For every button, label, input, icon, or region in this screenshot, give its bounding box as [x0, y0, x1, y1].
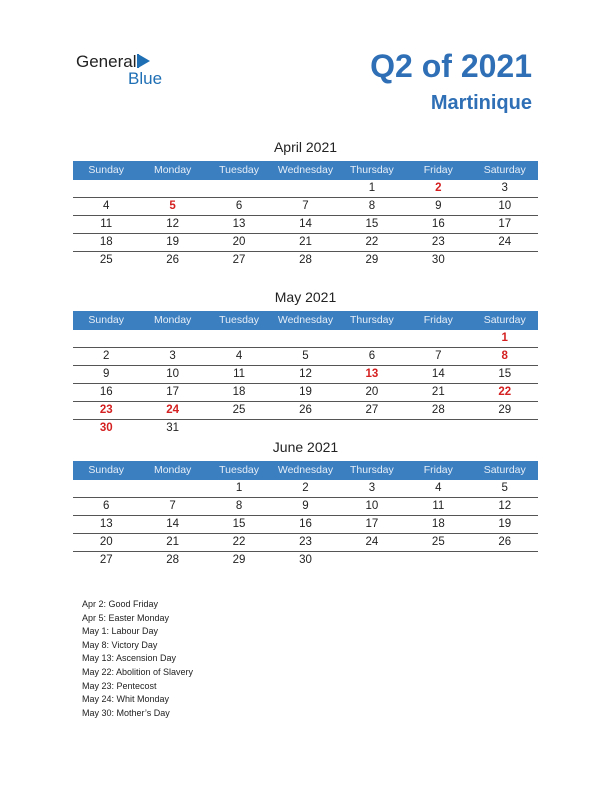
day-cell	[272, 420, 338, 437]
day-cell: 15	[365, 218, 379, 230]
holiday-day-cell: 23	[99, 404, 113, 416]
weekday-label: Tuesday	[219, 464, 259, 476]
holiday-note: May 30: Mother’s Day	[82, 707, 170, 718]
country-subtitle: Martinique	[430, 92, 532, 114]
day-cell: 22	[365, 236, 379, 248]
day-cell: 21	[431, 386, 445, 398]
day-cell: 27	[365, 404, 379, 416]
day-cell: 15	[232, 518, 246, 530]
holiday-note: May 23: Pentecost	[82, 680, 157, 691]
day-cell: 7	[169, 500, 176, 512]
week-row	[73, 330, 538, 348]
day-cell: 16	[299, 518, 312, 530]
day-cell: 8	[368, 200, 376, 212]
day-cell: 18	[431, 518, 445, 530]
holiday-note: May 24: Whit Monday	[82, 694, 170, 705]
month-title: May 2021	[274, 289, 337, 305]
holiday-note: May 13: Ascension Day	[82, 653, 177, 664]
weekday-label: Wednesday	[277, 164, 334, 176]
day-cell: 6	[235, 200, 243, 212]
holiday-note: May 1: Labour Day	[82, 626, 159, 637]
holiday-day-cell: 5	[169, 200, 176, 212]
week-row	[73, 216, 538, 234]
day-cell: 26	[166, 254, 180, 266]
day-cell: 22	[232, 536, 246, 548]
weekday-label: Tuesday	[219, 164, 259, 176]
day-cell	[272, 330, 338, 347]
day-cell: 23	[299, 536, 312, 548]
week-row	[73, 516, 538, 534]
logo-general-text: General	[76, 52, 137, 71]
day-cell: 31	[166, 422, 180, 434]
day-cell: 16	[431, 218, 445, 230]
holiday-note: May 22: Abolition of Slavery	[82, 666, 194, 677]
day-cell: 21	[299, 236, 312, 248]
logo-blue-text: Blue	[128, 69, 163, 88]
weekday-label: Monday	[153, 464, 192, 476]
day-cell	[206, 330, 272, 347]
day-cell: 3	[169, 350, 176, 362]
holiday-day-cell: 8	[501, 350, 508, 362]
day-cell: 19	[498, 518, 512, 530]
day-cell: 17	[166, 386, 180, 398]
day-cell	[472, 420, 538, 437]
holiday-note: May 8: Victory Day	[82, 639, 158, 650]
holiday-note: Apr 2: Good Friday	[82, 599, 159, 609]
day-cell: 12	[166, 218, 180, 230]
day-cell: 5	[501, 482, 508, 494]
day-cell: 5	[302, 350, 309, 362]
weekday-label: Friday	[423, 164, 453, 176]
day-cell: 24	[498, 236, 512, 248]
day-cell: 28	[299, 254, 312, 266]
day-cell: 9	[302, 500, 309, 512]
day-cell: 28	[166, 554, 180, 566]
day-cell	[339, 552, 405, 569]
day-cell: 4	[235, 350, 243, 362]
day-cell: 21	[166, 536, 180, 548]
day-cell: 10	[365, 500, 379, 512]
calendar-month-june	[73, 438, 538, 569]
day-cell: 4	[435, 482, 442, 494]
day-cell: 11	[100, 218, 113, 230]
holiday-list	[82, 598, 193, 720]
day-cell: 29	[498, 404, 512, 416]
day-cell: 29	[232, 554, 246, 566]
weekday-label: Wednesday	[277, 464, 334, 476]
page-title: Q2 of 2021	[370, 48, 532, 84]
weekday-label: Tuesday	[219, 314, 259, 326]
day-cell: 15	[498, 368, 512, 380]
week-row	[73, 498, 538, 516]
weekday-label: Thursday	[350, 314, 394, 326]
weekday-label: Friday	[423, 464, 453, 476]
day-cell	[405, 330, 471, 347]
day-cell: 14	[431, 368, 445, 380]
weekday-label: Friday	[423, 314, 453, 326]
day-cell: 19	[166, 236, 180, 248]
day-cell: 9	[435, 200, 442, 212]
day-cell: 20	[232, 236, 246, 248]
day-cell: 3	[368, 482, 376, 494]
week-row	[73, 366, 538, 384]
weekday-label: Wednesday	[277, 314, 334, 326]
day-cell: 16	[99, 386, 113, 398]
week-row	[73, 420, 538, 437]
day-cell: 14	[299, 218, 312, 230]
day-cell: 11	[432, 500, 445, 512]
day-cell: 23	[431, 236, 445, 248]
day-cell: 6	[103, 500, 110, 512]
day-cell	[472, 252, 538, 269]
day-cell	[206, 180, 272, 197]
day-cell: 8	[235, 500, 243, 512]
day-cell: 25	[99, 254, 113, 266]
flag-icon	[138, 54, 150, 68]
day-cell	[139, 330, 205, 347]
day-cell: 18	[232, 386, 246, 398]
day-cell: 3	[501, 182, 508, 194]
calendar-month-april	[73, 138, 538, 269]
weekday-header	[73, 461, 538, 480]
day-cell: 10	[166, 368, 180, 380]
day-cell: 18	[99, 236, 113, 248]
day-cell: 17	[365, 518, 379, 530]
day-cell: 1	[235, 482, 243, 494]
day-cell: 25	[431, 536, 445, 548]
generalblue-logo	[76, 52, 176, 92]
day-cell	[73, 330, 139, 347]
holiday-note: Apr 5: Easter Monday	[82, 612, 170, 623]
day-cell: 28	[431, 404, 445, 416]
day-cell	[472, 552, 538, 569]
day-cell: 25	[232, 404, 246, 416]
day-cell	[339, 420, 405, 437]
day-cell	[139, 480, 205, 497]
day-cell: 11	[233, 368, 246, 380]
day-cell: 9	[103, 368, 110, 380]
weekday-label: Monday	[153, 164, 192, 176]
day-cell	[73, 180, 139, 197]
day-cell: 1	[368, 182, 376, 194]
weekday-label: Saturday	[483, 164, 526, 176]
day-cell: 13	[99, 518, 113, 530]
day-cell: 2	[302, 482, 309, 494]
holiday-day-cell: 1	[501, 332, 508, 344]
weekday-header	[73, 311, 538, 330]
day-cell	[206, 420, 272, 437]
holiday-day-cell: 2	[435, 182, 442, 194]
holiday-day-cell: 22	[498, 386, 512, 398]
day-cell: 26	[299, 404, 312, 416]
day-cell: 27	[99, 554, 113, 566]
weekday-label: Thursday	[350, 464, 394, 476]
weekday-label: Thursday	[350, 164, 394, 176]
day-cell: 7	[302, 200, 309, 212]
week-row	[73, 180, 538, 198]
month-title: April 2021	[273, 139, 338, 155]
day-cell: 26	[498, 536, 512, 548]
week-row	[73, 402, 538, 420]
week-row	[73, 534, 538, 552]
day-cell: 30	[431, 254, 445, 266]
day-cell: 24	[365, 536, 379, 548]
week-row	[73, 234, 538, 252]
week-row	[73, 198, 538, 216]
holiday-day-cell: 30	[99, 422, 113, 434]
weekday-label: Saturday	[483, 464, 526, 476]
day-cell	[339, 330, 405, 347]
day-cell: 6	[368, 350, 376, 362]
week-row	[73, 480, 538, 498]
day-cell: 29	[365, 254, 379, 266]
day-cell: 19	[299, 386, 312, 398]
week-row	[73, 252, 538, 269]
day-cell	[73, 480, 139, 497]
day-cell: 27	[232, 254, 246, 266]
day-cell: 13	[232, 218, 246, 230]
day-cell: 14	[166, 518, 180, 530]
month-title: June 2021	[272, 439, 339, 455]
holiday-day-cell: 13	[365, 368, 379, 380]
day-cell: 30	[299, 554, 312, 566]
day-cell	[405, 552, 471, 569]
week-row	[73, 348, 538, 366]
calendar-month-may	[73, 288, 538, 437]
weekday-label: Monday	[153, 314, 192, 326]
day-cell: 2	[103, 350, 110, 362]
day-cell	[405, 420, 471, 437]
week-row	[73, 552, 538, 569]
weekday-header	[73, 161, 538, 180]
weekday-label: Saturday	[483, 314, 526, 326]
holiday-day-cell: 24	[166, 404, 180, 416]
day-cell: 12	[498, 500, 512, 512]
day-cell	[139, 180, 205, 197]
weekday-label: Sunday	[88, 314, 125, 326]
weekday-label: Sunday	[88, 464, 125, 476]
day-cell: 10	[498, 200, 512, 212]
day-cell: 4	[103, 200, 110, 212]
day-cell: 17	[498, 218, 512, 230]
day-cell: 20	[365, 386, 379, 398]
day-cell: 7	[435, 350, 442, 362]
weekday-label: Sunday	[88, 164, 125, 176]
day-cell: 20	[99, 536, 113, 548]
day-cell: 12	[299, 368, 312, 380]
week-row	[73, 384, 538, 402]
day-cell	[272, 180, 338, 197]
